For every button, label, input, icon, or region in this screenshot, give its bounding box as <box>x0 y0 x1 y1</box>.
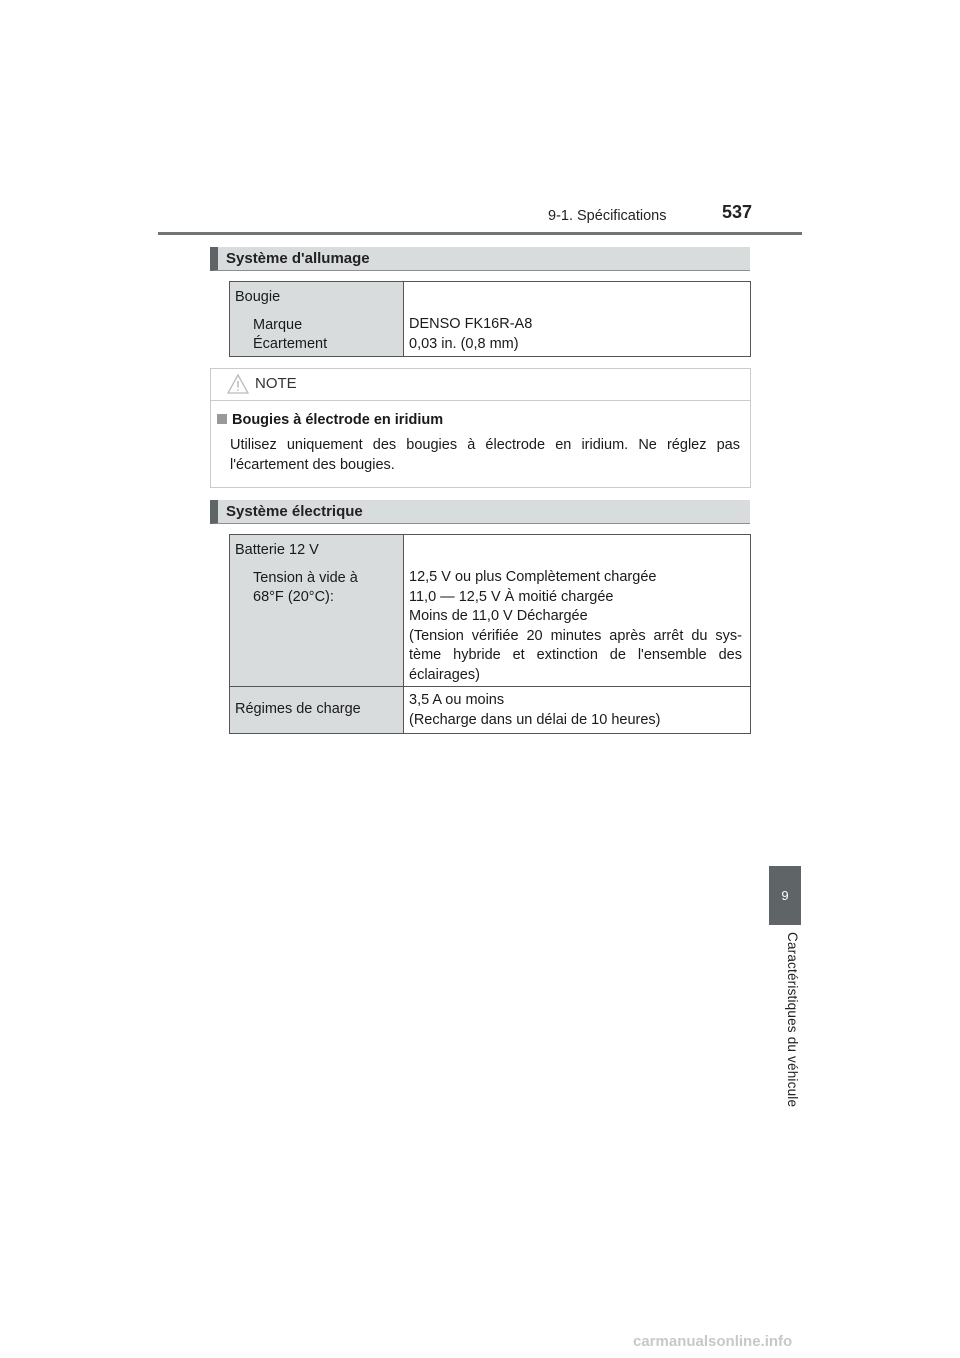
note-subtitle-text: Bougies à électrode en iridium <box>232 412 444 428</box>
brand-label: Marque <box>253 316 303 333</box>
note-line: Utilisez uniquement des bougies à électrode en iridium. Ne réglez pas <box>230 437 740 453</box>
battery-label-cell <box>230 535 404 687</box>
electrical-spec-table <box>229 534 751 734</box>
ignition-spec-table <box>229 281 751 357</box>
voltage-label: Tension à vide à <box>253 569 358 586</box>
voltage-label-temp: 68°F (20°C): <box>253 589 334 605</box>
ignition-label-cell <box>230 282 404 357</box>
ignition-value-cell <box>404 282 751 357</box>
gap-value: 0,03 in. (0,8 mm) <box>409 335 519 352</box>
spark-plug-heading: Bougie <box>235 289 281 305</box>
watermark: carmanualsonline.info <box>633 1333 793 1350</box>
note-box <box>210 368 751 488</box>
table-row <box>230 535 751 687</box>
chapter-tab: 9 <box>769 866 801 925</box>
voltage-full: 12,5 V ou plus Complètement chargée <box>409 569 657 585</box>
ignition-section-heading <box>210 247 750 271</box>
voltage-note-line: éclairages) <box>409 666 480 683</box>
table-row <box>230 282 751 357</box>
section-title: 9-1. Spécifications <box>548 208 667 224</box>
electrical-section-heading <box>210 500 750 524</box>
note-body <box>230 435 740 475</box>
battery-value-cell <box>404 535 751 687</box>
note-line: l'écartement des bougies. <box>230 457 395 473</box>
charge-duration: (Recharge dans un délai de 10 heures) <box>409 711 661 728</box>
page-number: 537 <box>722 202 753 222</box>
ignition-section-title: Système d'allumage <box>226 250 370 267</box>
voltage-note-line: tème hybride et extinction de l'ensemble des <box>409 647 742 663</box>
voltage-half: 11,0 — 12,5 V À moitié chargée <box>409 588 614 605</box>
note-subtitle <box>217 412 443 428</box>
table-row <box>230 687 751 734</box>
note-title: NOTE <box>255 375 297 392</box>
charge-label-cell <box>230 687 404 734</box>
charge-rate: 3,5 A ou moins <box>409 692 505 708</box>
electrical-section-title: Système électrique <box>226 503 363 520</box>
chapter-title: Caractéristiques du véhicule <box>785 932 800 1108</box>
header-rule <box>158 232 802 235</box>
voltage-low: Moins de 11,0 V Déchargée <box>409 608 588 624</box>
gap-label: Écartement <box>253 336 328 352</box>
battery-heading: Batterie 12 V <box>235 542 319 558</box>
brand-value: DENSO FK16R-A8 <box>409 316 533 332</box>
warning-icon <box>227 373 249 395</box>
square-bullet-icon <box>217 414 227 424</box>
voltage-note-line: (Tension vérifiée 20 minutes après arrêt du sys- <box>409 627 742 644</box>
note-header <box>211 369 750 401</box>
charge-label: Régimes de charge <box>235 701 361 718</box>
charge-value-cell <box>404 687 751 734</box>
